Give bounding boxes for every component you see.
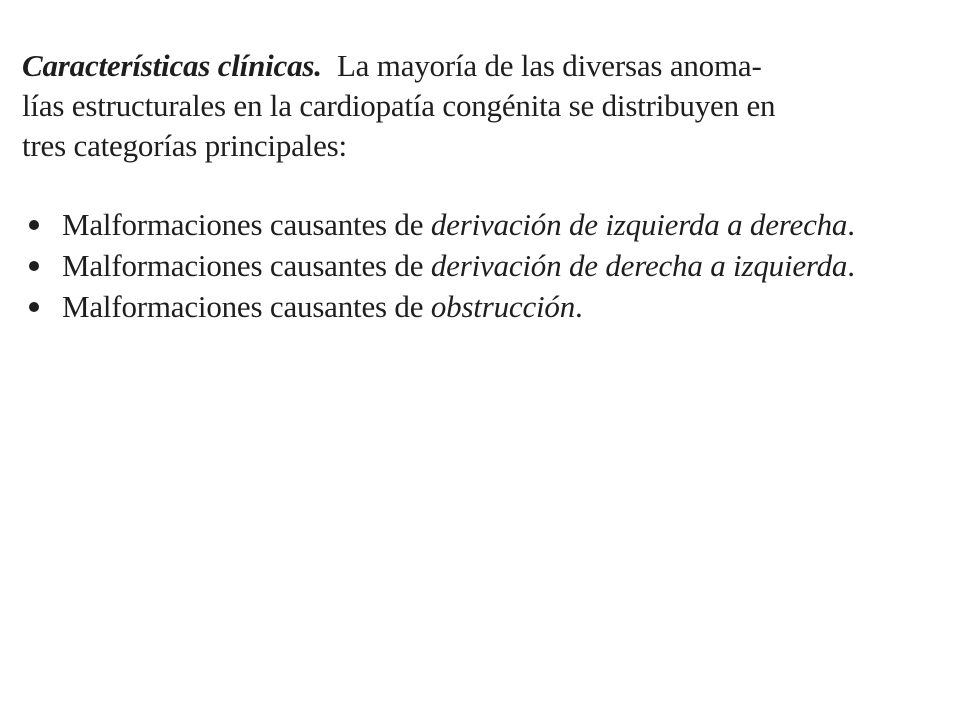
bullet-icon — [29, 261, 39, 271]
list-item-suffix: . — [575, 289, 583, 324]
bullet-icon — [29, 220, 39, 230]
paragraph-line-1-text: La mayoría de las diversas anoma- — [336, 48, 762, 83]
document-page — [22, 46, 922, 327]
bullet-icon — [29, 302, 39, 312]
list-item — [22, 286, 922, 327]
list-item-prefix: Malformaciones causantes de — [62, 248, 431, 283]
list-item-suffix: . — [847, 248, 855, 283]
paragraph-line-3: tres categorías principales: — [22, 128, 347, 163]
intro-paragraph — [22, 46, 922, 166]
list-item — [22, 204, 922, 245]
paragraph-line-1 — [22, 46, 922, 86]
list-item — [22, 245, 922, 286]
list-item-emphasis: derivación de izquierda a derecha — [430, 207, 848, 242]
list-item-prefix: Malformaciones causantes de — [62, 289, 431, 324]
section-heading: Características clínicas. — [22, 48, 322, 83]
bullet-list — [22, 204, 922, 327]
list-item-emphasis: obstrucción — [430, 289, 576, 324]
list-item-suffix: . — [847, 207, 855, 242]
paragraph-line-2: lías estructurales en la cardiopatía congénita se distribuyen en — [22, 88, 776, 123]
list-item-prefix: Malformaciones causantes de — [62, 207, 431, 242]
list-item-emphasis: derivación de derecha a izquierda — [430, 248, 848, 283]
